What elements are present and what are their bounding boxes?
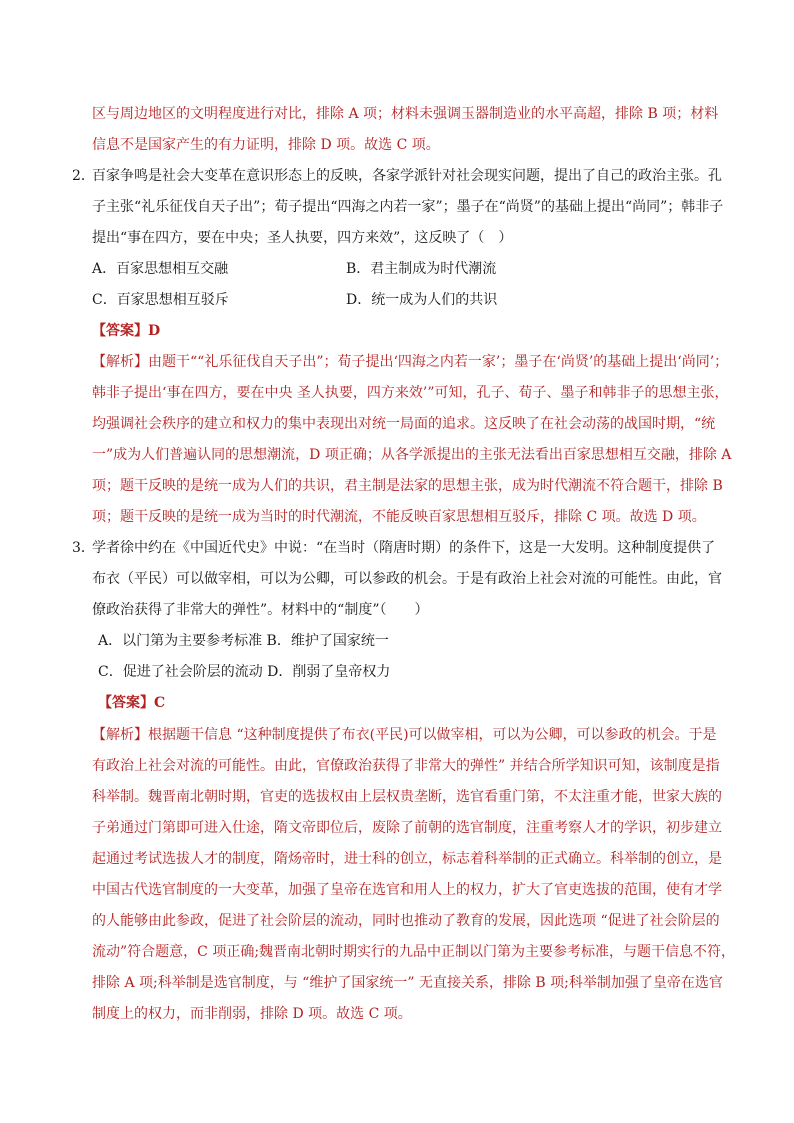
q2-stem-line-1: 百家争鸣是社会大变革在意识形态上的反映，各家学派针对社会现实问题，提出了自己的政治主张。孔 [92,168,722,184]
q3-stem-line-2: 布衣（平民）可以做宰相，可以为公卿，可以参政的机会。于是有政治上社会对流的可能性。由此，官 [92,571,722,587]
q3-options-cd: C．促进了社会阶层的流动 D．削弱了皇帝权力 [98,664,391,680]
q3-analysis-line-2: 有政治上社会对流的可能性。由此，官僚政治获得了非常大的弹性” 并结合所学知识可知，该制度是指 [92,758,720,774]
q3-analysis-line-1: 【解析】根据题干信息 “这种制度提供了布衣(平民)可以做宰相，可以为公卿，可以参政的机会。于是 [92,727,717,743]
q3-stem-line-1: 学者徐中约在《中国近代史》中说：“在当时（隋唐时期）的条件下，这是一大发明。这种制度提供了 [92,540,716,556]
q3-analysis-line-4: 子弟通过门第即可进入仕途，隋文帝即位后，废除了前朝的选官制度，注重考察人才的学识，初步建立 [92,820,722,836]
q2-analysis-line-2: 韩非子提出‘事在四方，要在中央 圣人执要，四方来效’”可知，孔子、荀子、墨子和韩非子的思想主张， [92,385,729,401]
q2-number: 2． [72,168,95,184]
q2-analysis-line-6: 项；题干反映的是统一成为当时的时代潮流，不能反映百家思想相互驳斥，排除 C 项。故选 D 项。 [92,509,706,525]
q3-analysis-line-5: 起通过考试选拔人才的制度，隋炀帝时，进士科的创立，标志着科举制的正式确立。科举制的创立，是 [92,851,722,867]
q2-stem-line-3: 提出“事在四方，要在中央；圣人执要，四方来效”，这反映了（ ） [92,230,513,246]
q3-answer: 【答案】C [98,695,166,711]
q2-answer: 【答案】D [92,323,161,339]
q3-analysis-line-6: 中国古代选官制度的一大变革，加强了皇帝在选官和用人上的权力，扩大了官吏选拔的范围，使有才学 [92,882,722,898]
q2-stem-line-2: 子主张“礼乐征伐自天子出”；荀子提出“四海之内若一家”；墨子在“尚贤”的基础上提出“尚同”；韩非子 [92,199,724,215]
q1-analysis-line-3: 信息不是国家产生的有力证明，排除 D 项。故选 C 项。 [92,137,440,153]
q3-analysis-line-3: 科举制。魏晋南北朝时期，官吏的选拔权由上层权贵垄断，选官看重门第，不太注重才能，世家大族的 [92,789,722,805]
q3-options-ab: A．以门第为主要参考标准 B．维护了国家统一 [98,633,389,649]
q3-number: 3． [72,540,95,556]
q3-analysis-line-8: 流动”符合题意，C 项正确;魏晋南北朝时期实行的九品中正制以门第为主要参考标准，与题干信息不符， [92,944,736,960]
q3-analysis-line-9: 排除 A 项;科举制是选官制度，与 “维护了国家统一” 无直接关系，排除 B 项;科举制加强了皇帝在选官 [92,975,723,991]
q2-option-a: A．百家思想相互交融 [92,261,229,277]
q2-analysis-line-5: 项；题干反映的是统一成为人们的共识，君主制是法家的思想主张，成为时代潮流不符合题干，排除 B [92,478,723,494]
q3-stem-line-3: 僚政治获得了非常大的弹性”。材料中的“制度”（ ） [92,602,429,618]
q3-analysis-line-7: 的人能够由此参政，促进了社会阶层的流动，同时也推动了教育的发展，因此选项 “促进了社会阶层的 [92,913,720,929]
q1-analysis-line-2: 区与周边地区的文明程度进行对比，排除 A 项；材料未强调玉器制造业的水平高超，排除 B 项；材料 [92,106,719,122]
q2-option-d: D．统一成为人们的共识 [346,292,498,308]
q2-option-c: C．百家思想相互驳斥 [92,292,229,308]
q3-analysis-line-10: 制度上的权力，而非削弱，排除 D 项。故选 C 项。 [92,1006,412,1022]
q2-option-b: B．君主制成为时代潮流 [346,261,497,277]
q2-analysis-line-4: 一”成为人们普遍认同的思想潮流，D 项正确；从各学派提出的主张无法看出百家思想相互交融，排除 A [92,447,732,463]
q2-analysis-line-3: 均强调社会秩序的建立和权力的集中表现出对统一局面的追求。这反映了在社会动荡的战国时期，“统 [92,416,716,432]
q2-analysis-line-1: 【解析】由题干““礼乐征伐自天子出”；荀子提出‘四海之内若一家’；墨子在‘尚贤’的基础上提出‘尚同’； [92,354,729,370]
